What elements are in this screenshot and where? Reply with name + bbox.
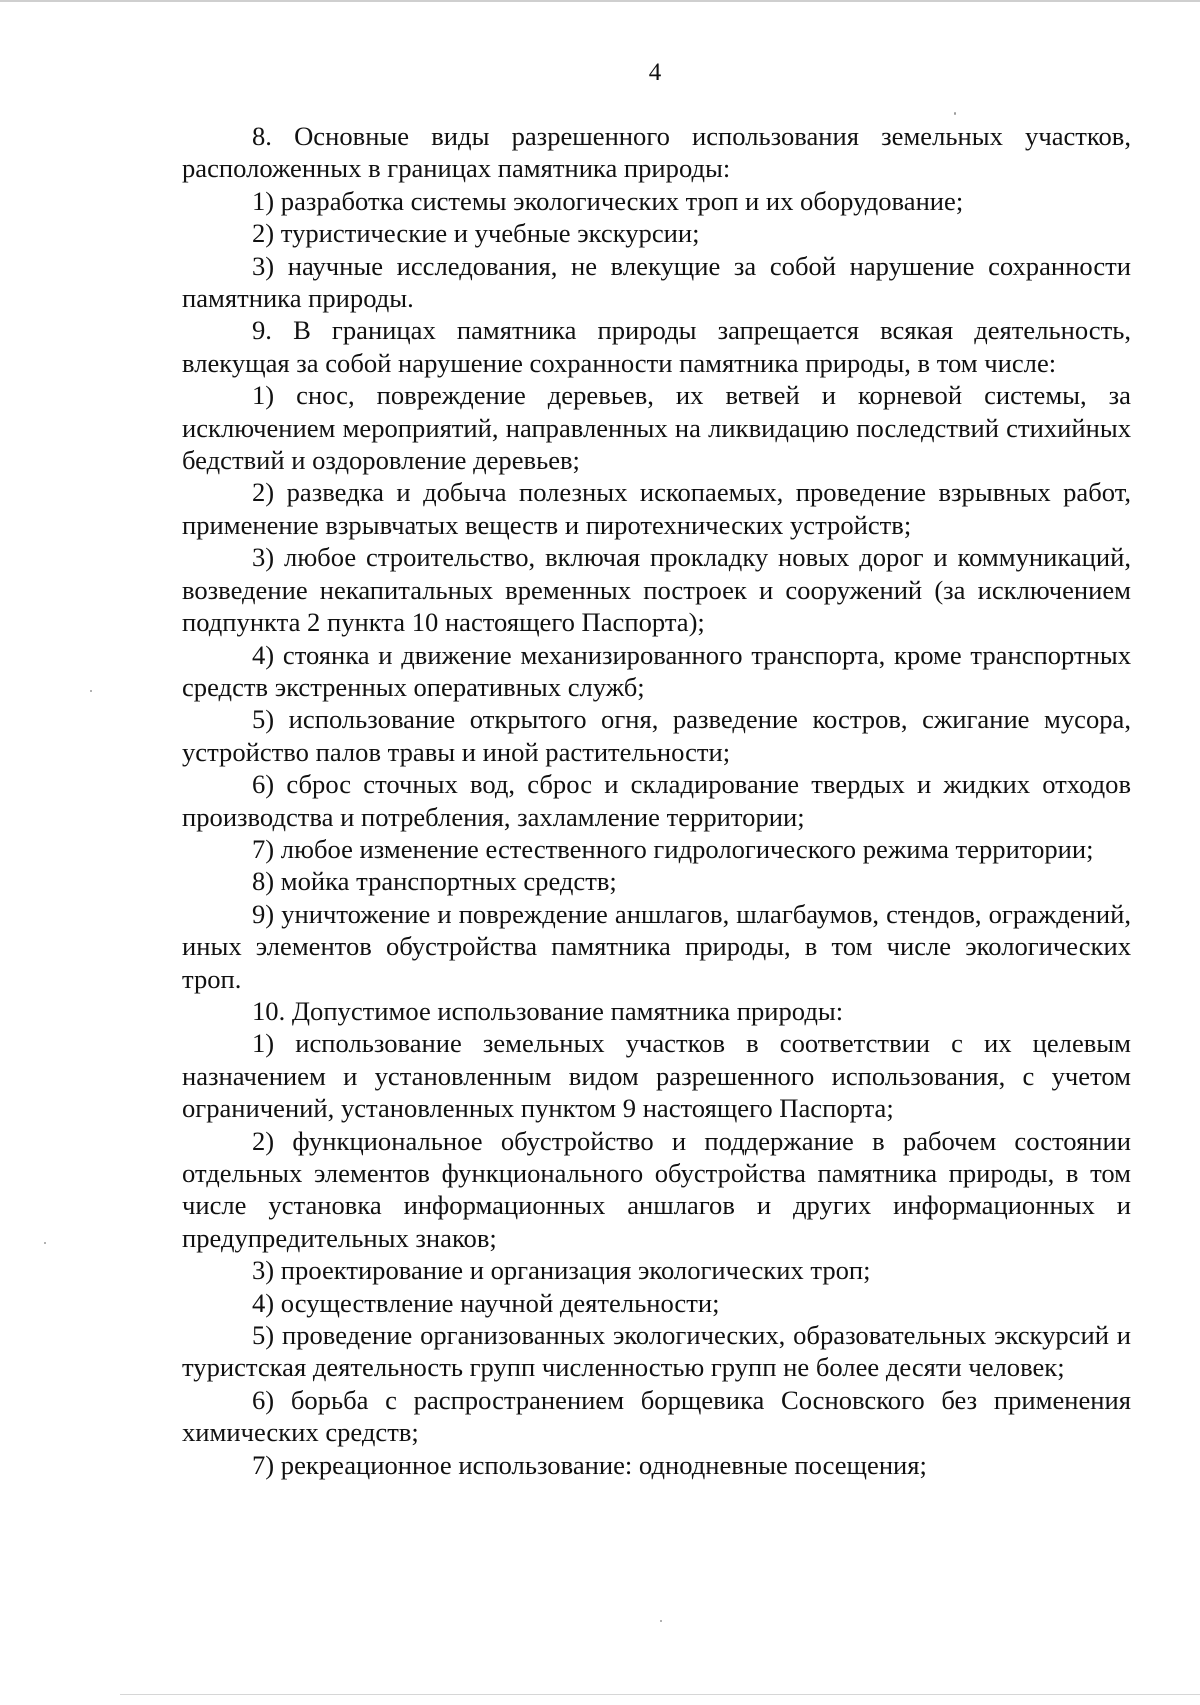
paragraph: 7) рекреационное использование: однодневные посещения; (252, 1449, 927, 1480)
paragraph: 5) использование открытого огня, разведение костров, сжигание мусора, устройство палов травы и иной растительности; (182, 704, 1131, 767)
paragraph: 4) осуществление научной деятельности; (252, 1287, 720, 1318)
paragraph: 9) уничтожение и повреждение аншлагов, шлагбаумов, стендов, ограждений, иных элементов обустройства памятника природы, в том числе экологических троп. (182, 898, 1131, 994)
paragraph: 2) разведка и добыча полезных ископаемых, проведение взрывных работ, применение взрывчатых веществ и пиротехнических устройств; (182, 477, 1131, 540)
paragraph: 1) снос, повреждение деревьев, их ветвей и корневой системы, за исключением мероприятий, направленных на ликвидацию последствий стихийных бедствий и оздоровление деревьев; (182, 380, 1131, 476)
paragraph: 6) борьба с распространением борщевика Сосновского без применения химических средств; (182, 1384, 1131, 1448)
paragraph: 2) функциональное обустройство и поддержание в рабочем состоянии отдельных элементов функционального обустройства памятника природы, в том числе установка информационных аншлагов и других информационных и предупредительных знаков; (182, 1125, 1131, 1253)
scan-speck (90, 690, 92, 692)
paragraph: 4) стоянка и движение механизированного транспорта, кроме транспортных средств экстренных оперативных служб; (182, 639, 1131, 702)
scan-bottom-edge (120, 1694, 1200, 1695)
scan-speck (660, 1620, 662, 1622)
paragraph: 1) использование земельных участков в соответствии с их целевым назначением и установленным видом разрешенного использования, с учетом ограничений, установленных пунктом 9 настоящего Паспорта; (182, 1028, 1131, 1124)
paragraph: 5) проведение организованных экологических, образовательных экскурсий и туристская деятельность групп численностью групп не более десяти человек; (182, 1320, 1131, 1383)
scan-top-edge (0, 0, 1200, 2)
paragraph: 6) сброс сточных вод, сброс и складирование твердых и жидких отходов производства и потребления, захламление территории; (182, 769, 1131, 832)
paragraph: 8. Основные виды разрешенного использования земельных участков, расположенных в границах памятника природы: (182, 121, 1131, 184)
page-number: 4 (648, 59, 662, 86)
paragraph: 3) проектирование и организация экологических троп; (252, 1255, 871, 1286)
paragraph: 10. Допустимое использование памятника природы: (252, 995, 844, 1026)
scan-speck (954, 112, 956, 115)
paragraph: 2) туристические и учебные экскурсии; (252, 218, 700, 249)
document-body (182, 120, 1131, 1481)
paragraph: 7) любое изменение естественного гидрологического режима территории; (252, 833, 1094, 864)
paragraph: 9. В границах памятника природы запрещается всякая деятельность, влекущая за собой нарушение сохранности памятника природы, в том числе: (182, 315, 1131, 378)
paragraph: 3) научные исследования, не влекущие за собой нарушение сохранности памятника природы. (182, 250, 1131, 314)
paragraph: 1) разработка системы экологических троп и их оборудование; (252, 185, 964, 216)
scan-speck (44, 1242, 46, 1244)
paragraph: 8) мойка транспортных средств; (252, 866, 617, 897)
paragraph: 3) любое строительство, включая прокладку новых дорог и коммуникаций, возведение некапитальных временных построек и сооружений (за исключением подпункта 2 пункта 10 настоящего Паспорта); (182, 542, 1131, 638)
